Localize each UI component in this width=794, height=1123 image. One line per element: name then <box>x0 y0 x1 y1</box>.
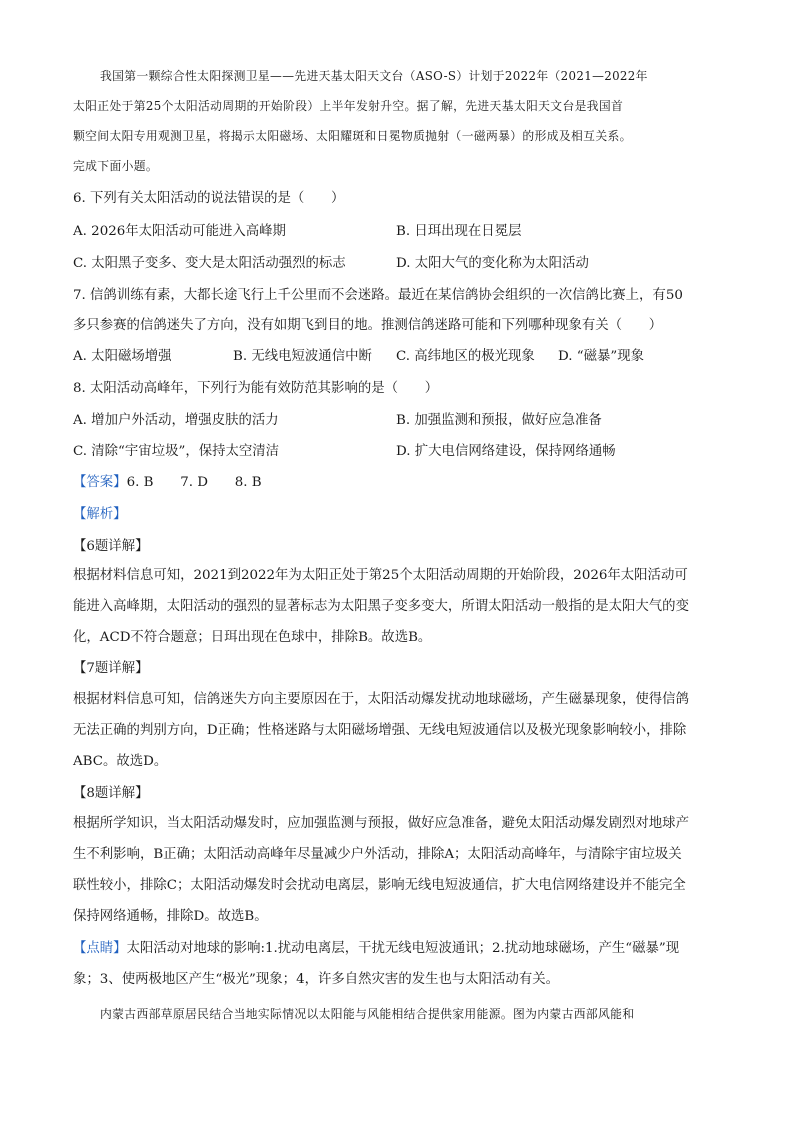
question-7-option-a: A. 太阳磁场增强 <box>73 349 172 364</box>
question-7-option-b: B. 无线电短波通信中断 <box>233 349 372 364</box>
dianjing-line-1 <box>73 939 679 959</box>
dianjing-tag: 【点睛】 <box>73 941 127 956</box>
material-line-1: 我国第一颗综合性太阳探测卫星——先进天基太阳天文台（ASO-S）计划于2022年（2021—2022年 <box>100 69 648 83</box>
material-line-2: 太阳正处于第25个太阳活动周期的开始阶段）上半年发射升空。据了解，先进天基太阳天文台是我国首 <box>73 99 624 113</box>
question-7-option-c: C. 高纬地区的极光现象 <box>396 349 535 364</box>
material2-line-1: 内蒙古西部草原居民结合当地实际情况以太阳能与风能相结合提供家用能源。图为内蒙古西部风能和 <box>100 1007 635 1021</box>
detail-7-line-3: ABC。故选D。 <box>73 754 168 769</box>
answer-line <box>73 473 262 493</box>
detail-7-line-1: 根据材料信息可知，信鸽迷失方向主要原因在于，太阳活动爆发扰动地球磁场，产生磁暴现象，使得信鸽 <box>73 692 689 707</box>
detail-8-line-4: 保持网络通畅，排除D。故选B。 <box>73 909 268 924</box>
question-7-stem-2: 多只参赛的信鸽迷失了方向，没有如期飞到目的地。推测信鸽迷路可能和下列哪种现象有关（ ） <box>73 318 663 333</box>
detail-8-line-2: 生不利影响，B正确；太阳活动高峰年尽量减少户外活动，排除A；太阳活动高峰年，与清除宇宙垃圾关 <box>73 847 682 862</box>
answer-text: 6. B 7. D 8. B <box>126 475 262 490</box>
question-8-stem: 8. 太阳活动高峰年，下列行为能有效防范其影响的是（ ） <box>73 381 439 396</box>
dianjing-line-2: 象；3、使两极地区产生“极光”现象；4，许多自然灾害的发生也与太阳活动有关。 <box>73 972 560 987</box>
question-7-option-d: D. “磁暴”现象 <box>558 349 645 364</box>
material-line-3: 颗空间太阳专用观测卫星，将揭示太阳磁场、太阳耀斑和日冕物质抛射（一磁两暴）的形成及相互关系。 <box>73 129 632 143</box>
detail-8-line-1: 根据所学知识，当太阳活动爆发时，应加强监测与预报，做好应急准备，避免太阳活动爆发剧烈对地球产 <box>73 816 689 831</box>
question-8-option-d: D. 扩大电信网络建设，保持网络通畅 <box>396 444 616 459</box>
question-6-option-d: D. 太阳大气的变化称为太阳活动 <box>396 256 589 271</box>
question-6-option-c: C. 太阳黑子变多、变大是太阳活动强烈的标志 <box>73 256 346 271</box>
detail-6-line-3: 化，ACD不符合题意；日珥出现在色球中，排除B。故选B。 <box>73 630 432 645</box>
analysis-tag: 【解析】 <box>73 507 127 522</box>
detail-7-line-2: 无法正确的判别方向，D正确；性格迷路与太阳磁场增强、无线电短波通信以及极光现象影响较小，排除 <box>73 723 687 738</box>
detail-6-line-2: 能进入高峰期，太阳活动的强烈的显著标志为太阳黑子变多变大，所谓太阳活动一般指的是太阳大气的变 <box>73 599 689 614</box>
detail-6-tag: 【6题详解】 <box>73 539 149 554</box>
detail-8-line-3: 联性较小，排除C；太阳活动爆发时会扰动电离层，影响无线电短波通信，扩大电信网络建设并不能完全 <box>73 878 686 893</box>
question-6-option-b: B. 日珥出现在日冕层 <box>396 224 522 239</box>
question-8-option-a: A. 增加户外活动，增强皮肤的活力 <box>73 413 279 428</box>
detail-8-tag: 【8题详解】 <box>73 786 149 801</box>
detail-7-tag: 【7题详解】 <box>73 661 149 676</box>
question-8-option-b: B. 加强监测和预报，做好应急准备 <box>396 413 602 428</box>
question-8-option-c: C. 清除“宇宙垃圾”，保持太空清洁 <box>73 444 280 459</box>
answer-tag: 【答案】 <box>73 475 127 490</box>
material-line-4: 完成下面小题。 <box>73 159 159 173</box>
question-6-option-a: A. 2026年太阳活动可能进入高峰期 <box>73 224 286 239</box>
question-7-stem-1: 7. 信鸽训练有素，大都长途飞行上千公里而不会迷路。最近在某信鸽协会组织的一次信鸽比赛上，有50 <box>73 288 683 303</box>
question-6-stem: 6. 下列有关太阳活动的说法错误的是（ ） <box>73 191 345 206</box>
dianjing-text-1: 太阳活动对地球的影响:1.扰动电离层，干扰无线电短波通讯；2.扰动地球磁场，产生“磁暴”现 <box>126 941 680 956</box>
detail-6-line-1: 根据材料信息可知，2021到2022年为太阳正处于第25个太阳活动周期的开始阶段，2026年太阳活动可 <box>73 568 688 583</box>
